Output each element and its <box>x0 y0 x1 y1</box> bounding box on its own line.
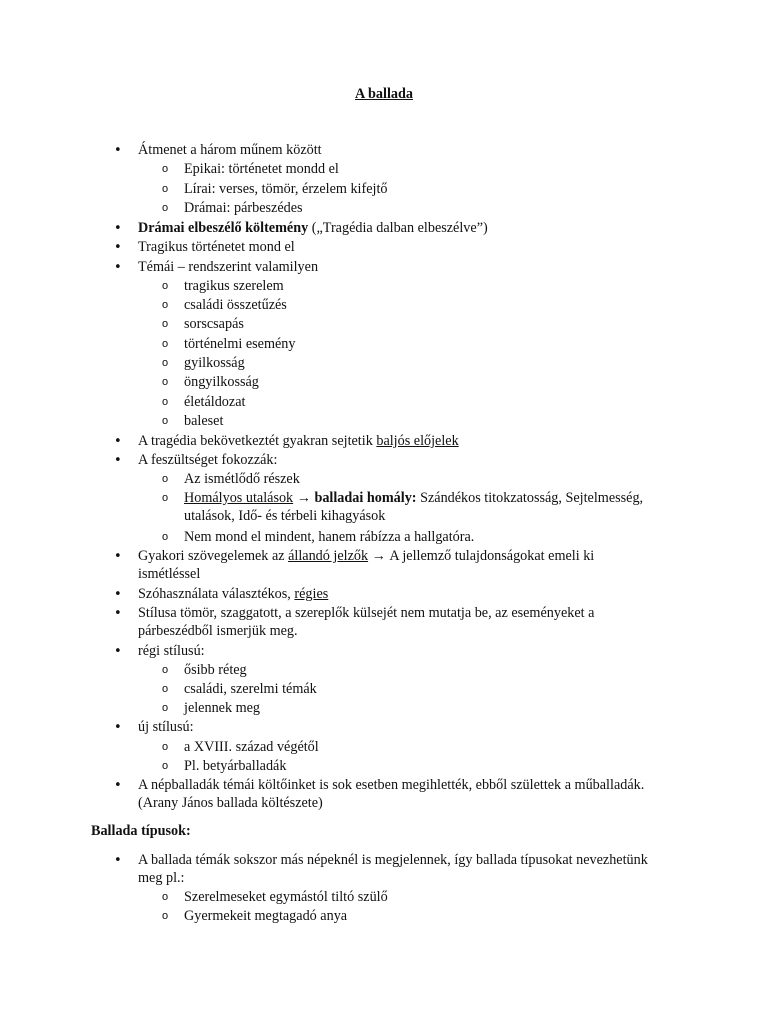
sub-list-item: o Epikai: történetet mondd el <box>184 161 660 179</box>
list-item: • Gyakori szövegelemek az állandó jelzők → A jellemző tulajdonságokat emeli ki ismétléssel <box>138 548 658 583</box>
sub-list-item: o tragikus szerelem <box>184 278 660 296</box>
sub-list-item: o jelennek meg <box>184 700 660 718</box>
sub-list-item: o Az ismétlődő részek <box>184 471 660 489</box>
sub-list-item: o Szerelmeseket egymástól tiltó szülő <box>184 889 660 907</box>
sub-list-item: o a XVIII. század végétől <box>184 739 660 757</box>
list-item: • Szóhasználata választékos, régies <box>138 586 658 604</box>
sub-list-item: o ősibb réteg <box>184 662 660 680</box>
sub-list-item: o történelmi esemény <box>184 336 660 354</box>
sub-list-item: o Gyermekeit megtagadó anya <box>184 908 660 926</box>
sub-list-item: o baleset <box>184 413 660 431</box>
list-item: • Drámai elbeszélő költemény („Tragédia dalban elbeszélve”) <box>138 220 658 238</box>
sub-list-item: o sorscsapás <box>184 316 660 334</box>
sub-list-item: o Drámai: párbeszédes <box>184 200 660 218</box>
sub-list-item: o Lírai: verses, tömör, érzelem kifejtő <box>184 181 660 199</box>
list-item: • A feszültséget fokozzák: <box>138 452 658 470</box>
list-item: • A tragédia bekövetkeztét gyakran sejtetik baljós előjelek <box>138 433 658 451</box>
sub-list-item: o Nem mond el mindent, hanem rábízza a hallgatóra. <box>184 529 660 547</box>
list-item: • új stílusú: <box>138 719 658 737</box>
sub-list-item: o családi, szerelmi témák <box>184 681 660 699</box>
list-item: • Tragikus történetet mond el <box>138 239 658 257</box>
sub-list-item: o gyilkosság <box>184 355 660 373</box>
section-heading: Ballada típusok: <box>91 823 191 839</box>
sub-list-item: o életáldozat <box>184 394 660 412</box>
list-item: • Átmenet a három műnem között <box>138 142 658 160</box>
document-title: A ballada <box>355 86 413 102</box>
sub-list-item: o Homályos utalások → balladai homály: Szándékos titokzatosság, Sejtelmesség, utalások, Idő- és térbeli kihagyások <box>184 490 660 525</box>
sub-list-item: o Pl. betyárballadák <box>184 758 660 776</box>
sub-list-item: o családi összetűzés <box>184 297 660 315</box>
list-item: • A népballadák témái költőinket is sok esetben megihlették, ebből születtek a műballadák. (Arany János ballada költészete) <box>138 777 658 812</box>
list-item: • régi stílusú: <box>138 643 658 661</box>
list-item: • Témái – rendszerint valamilyen <box>138 259 658 277</box>
sub-list-item: o öngyilkosság <box>184 374 660 392</box>
list-item: • A ballada témák sokszor más népeknél is megjelennek, így ballada típusokat nevezhetünk meg pl.: <box>138 852 658 887</box>
list-item: • Stílusa tömör, szaggatott, a szereplők külsejét nem mutatja be, az eseményeket a párbeszédből ismerjük meg. <box>138 605 658 640</box>
